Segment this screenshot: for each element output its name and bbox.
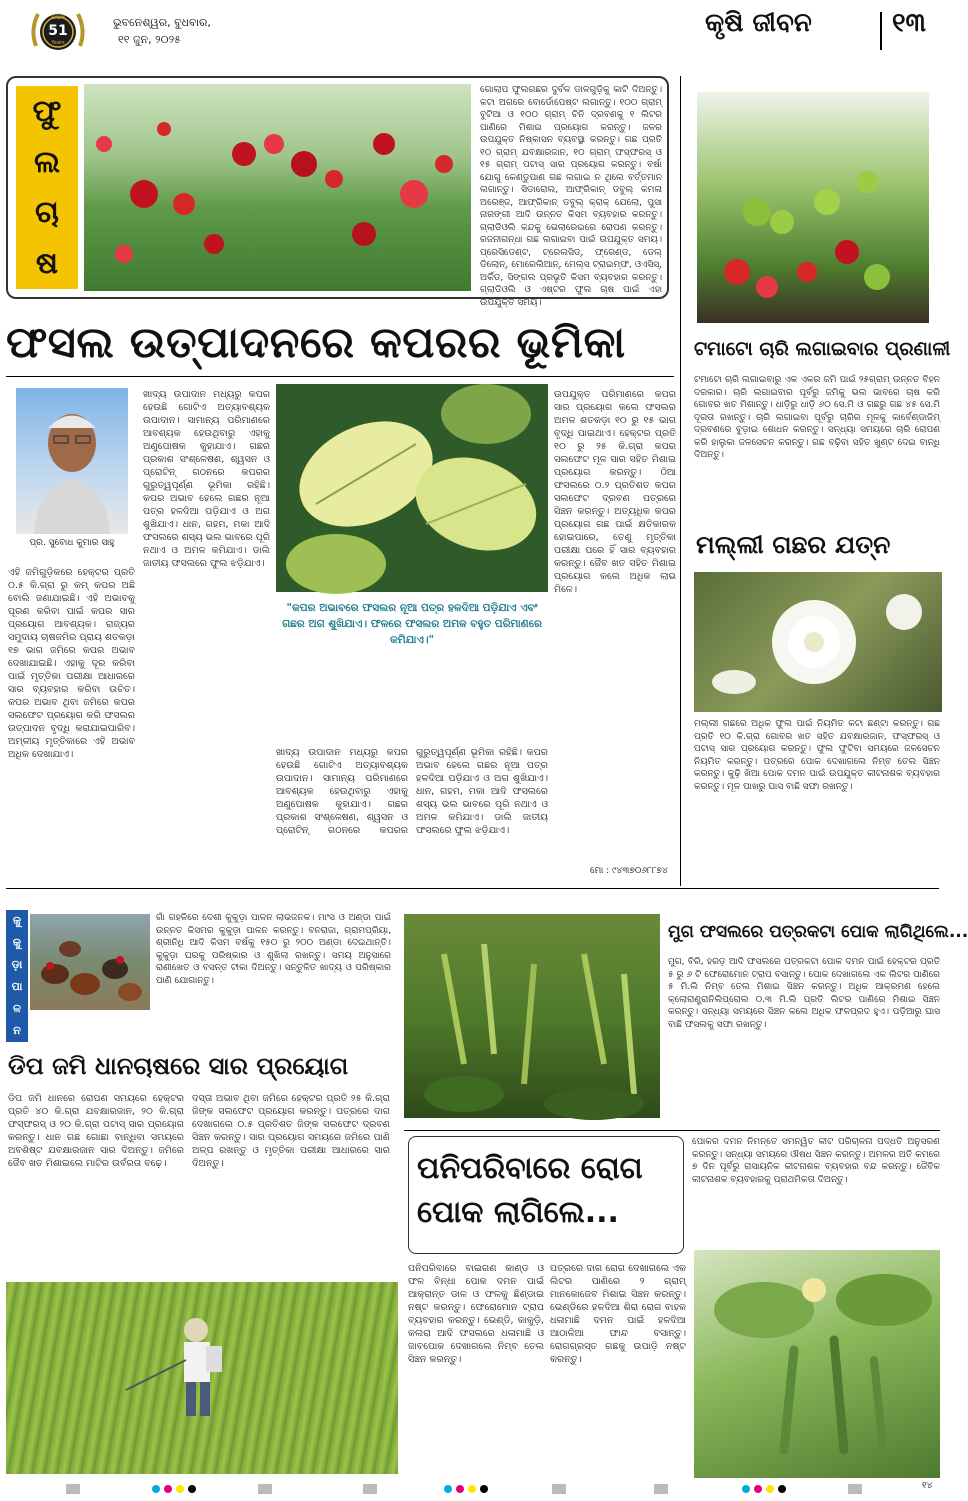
tomato-headline: ଟମାଟୋ ଚାରି ଲଗାଇବାର ପ୍ରଣାଳୀ [694, 338, 951, 360]
label-char: କୁ [12, 936, 22, 949]
main-article-col4: ଉପଯୁକ୍ତ ପରିମାଣରେ କପର ସାର ପ୍ରୟୋଗ କଲେ ଫସଲର ଅମଳ ଶତକଡ଼ା ୧୦ ରୁ ୧୫ ଭାଗ ବୃଦ୍ଧି ପାଇଥାଏ। ହେକ୍ଟର ପ୍ରତି ୧୦ ରୁ ୨୫ କି.ଗ୍ରା କପର ସଲଫେଟ ମୂଳ ସାର ସହିତ ମିଶାଇ ପ୍ରୟୋଗ କରନ୍ତୁ। ଠିଆ ଫସଲରେ ୦.୨ ପ୍ରତିଶତ କପର ସଲଫେଟ ଦ୍ରବଣ ପତ୍ରରେ ସିଞ୍ଚନ କରନ୍ତୁ। ଅତ୍ୟଧିକ କପର ପ୍ରୟୋଗ ଗଛ ପାଇଁ କ୍ଷତିକାରକ ହୋଇପାରେ, ତେଣୁ ମୃତ୍ତିକା ପରୀକ୍ଷା ପରେ ହିଁ ସାର ବ୍ୟବହାର କରନ୍ତୁ। ଜୈବ ଖତ ସହିତ ମିଶାଇ ପ୍ରୟୋଗ କଲେ ଅଧିକ ଲାଭ ମିଳେ। [554, 389, 676, 595]
okra-photo [694, 1250, 940, 1478]
anniversary-logo [28, 6, 88, 58]
paddy-headline: ଡିପ ଜମି ଧାନଚାଷରେ ସାର ପ୍ରୟୋଗ [8, 1052, 349, 1080]
jasmine-text: ମଲ୍ଲୀ ଗଛରେ ଅଧିକ ଫୁଲ ପାଇଁ ନିୟମିତ କଟା ଛଣ୍ଟା କରନ୍ତୁ। ଗଛ ପ୍ରତି ୧୦ କି.ଗ୍ରା ଗୋବର ଖତ ସହିତ ଯବକ୍ଷାରଜାନ, ଫସ୍ଫରସ୍ ଓ ପଟାସ୍ ସାର ପ୍ରୟୋଗ କରନ୍ତୁ। ଫୁଲ ଫୁଟିବା ସମୟରେ ଜଳସେଚନ ନିୟମିତ କରନ୍ତୁ। ପତ୍ରରେ ପୋକ ଦେଖାଗଲେ ନିମ୍ବ ତେଲ ସିଞ୍ଚନ କରନ୍ତୁ। କୁଢ଼ି ଖିଆ ପୋକ ଦମନ ପାଇଁ ଉପଯୁକ୍ତ କୀଟନାଶକ ବ୍ୟବହାର କରନ୍ତୁ। ମୂଳ ପାଖରୁ ଘାସ ବାଛି ସଫା ରଖନ୍ତୁ। [694, 719, 940, 792]
logo-sub: Years [51, 40, 65, 46]
section-title: କୃଷି ଜୀବନ [705, 8, 812, 38]
poultry-text: ଗାଁ ଗହଳିରେ ଦେଶୀ କୁକୁଡ଼ା ପାଳନ ଲାଭଜନକ। ମାଂସ ଓ ଅଣ୍ଡା ପାଇଁ ଉନ୍ନତ କିସମର କୁକୁଡ଼ା ପାଳନ କରନ୍ତୁ। ବନରାଜା, ଗ୍ରାମପ୍ରିୟା, ଶ୍ରୀନିଧି ଆଦି କିସମ ବର୍ଷକୁ ୧୫୦ ରୁ ୨୦୦ ଅଣ୍ଡା ଦେଇଥାନ୍ତି। କୁକୁଡ଼ା ଘରକୁ ପରିଷ୍କାର ଓ ଶୁଖିଲା ରଖନ୍ତୁ। ସମୟ ଅନୁସାରେ ରାଣୀଖେତ ଓ ବସନ୍ତ ଟୀକା ଦିଅନ୍ତୁ। ସନ୍ତୁଳିତ ଖାଦ୍ୟ ଓ ପରିଷ୍କାର ପାଣି ଯୋଗାନ୍ତୁ। [156, 913, 391, 986]
tomato-text: ଟମାଟୋ ଚାରି ଲଗାଇବାରୁ ଏକ ଏକର ଜମି ପାଇଁ ୨୫ଗ୍ରାମ୍ ଉନ୍ନତ ବିହନ ଦରକାର। ଚାରି ଲଗାଇବାର ପୂର୍ବରୁ ଜମିକୁ ଭଲ ଭାବରେ ଚାଷ କରି ଗୋବର ଖତ ମିଶାନ୍ତୁ। ଧାଡ଼ିରୁ ଧାଡ଼ି ୬୦ ସେ.ମି ଓ ଗଛରୁ ଗଛ ୪୫ ସେ.ମି ଦୂରତା ରଖନ୍ତୁ। ଚାରି ଲଗାଇବା ପୂର୍ବରୁ ଚାରିର ମୂଳକୁ କାର୍ବେଣ୍ଡାଜିମ୍ ଦ୍ରବଣରେ ବୁଡ଼ାଇ ଶୋଧନ କରନ୍ତୁ। ସନ୍ଧ୍ୟା ସମୟରେ ଚାରି ରୋପଣ କରି ହାଲୁକା ଜଳସେଚନ କରନ୍ତୁ। ଗଛ ବଢ଼ିବା ସହିତ ଖୁଣ୍ଟ ଦେଇ ବାନ୍ଧି ଦିଅନ୍ତୁ। [694, 375, 940, 460]
main-headline: ଫସଲ ଉତ୍ପାଦନରେ କପରର ଭୂମିକା [6, 318, 626, 368]
author-caption: ପ୍ର. ସୁବୋଧ କୁମାର ସାହୁ [29, 538, 115, 548]
rose-garden-photo [84, 84, 471, 291]
label-char: ନ [13, 1024, 21, 1037]
vegetables-headline: ପନିପରିବାରେ ରୋଗ ପୋକ ଲାଗିଲେ... [417, 1151, 643, 1230]
rose-illustration [84, 84, 471, 291]
mung-text: ମୁଗ, ବିରି, ହରଡ଼ ଆଦି ଫସଲରେ ପତ୍ରକଟା ପୋକ ଦମନ ପାଇଁ ହେକ୍ଟର ପ୍ରତି ୫ ରୁ ୬ ଟି ଫେରୋମୋନ ଟ୍ରାପ ବସାନ୍ତୁ। ପୋକ ଦେଖାଗଲେ ଏକ ଲିଟର ପାଣିରେ ୫ ମି.ଲି ନିମ୍ବ ତେଲ ମିଶାଇ ସିଞ୍ଚନ କରନ୍ତୁ। ଅଧିକ ଆକ୍ରମଣ ହେଲେ କ୍ଲୋରାଣ୍ଟ୍ରାନିଲିପ୍ରୋଲ ୦.୩ ମି.ଲି ପ୍ରତି ଲିଟର ପାଣିରେ ମିଶାଇ ସିଞ୍ଚନ କରନ୍ତୁ। ସନ୍ଧ୍ୟା ସମୟରେ ସିଞ୍ଚନ କଲେ ଅଧିକ ଫଳପ୍ରଦ ହୁଏ। ପଡ଼ିଆରୁ ଘାସ ବାଛି ଫସଲକୁ ସଫା ରଖନ୍ତୁ। [668, 957, 940, 1030]
jasmine-photo [694, 572, 942, 712]
label-char: ଚା [35, 195, 59, 231]
logo-number: 51 [48, 23, 68, 39]
color-registration-icons [0, 1480, 945, 1497]
section-divider [880, 12, 882, 50]
label-char: ଳ [13, 1002, 21, 1015]
mung-bean-photo [404, 914, 660, 1118]
floriculture-vertical-label [16, 86, 78, 289]
right-column-divider [680, 76, 681, 886]
poultry-vertical-label [6, 910, 28, 1042]
jasmine-illustration [694, 572, 942, 712]
main-article-col3-lower: ଖାଦ୍ୟ ଉପାଦାନ ମଧ୍ୟରୁ କପର ହେଉଛି ଗୋଟିଏ ଅତ୍ୟାବଶ୍ୟକ ଉପାଦାନ। ସାମାନ୍ୟ ପରିମାଣରେ ଆବଶ୍ୟକ ହେଉଥିବାରୁ ଏହାକୁ ଅଣୁପୋଷକ କୁହାଯାଏ। ଗଛର ପ୍ରକାଶ ସଂଶ୍ଳେଷଣ, ଶ୍ୱସନ ଓ ପ୍ରୋଟିନ୍ ଗଠନରେ କପରର ଗୁରୁତ୍ୱପୂର୍ଣ୍ଣ ଭୂମିକା ରହିଛି। କପର ଅଭାବ ହେଲେ ଗଛର ନୂଆ ପତ୍ର ହଳଦିଆ ପଡ଼ିଯାଏ ଓ ଅଗ ଶୁଖିଯାଏ। ଧାନ, ଗହମ, ମକା ଆଦି ଫସଲରେ ଶସ୍ୟ ଭଲ ଭାବରେ ପୂରି ନଥାଏ ଓ ଅମଳ କମିଯାଏ। ଡାଲି ଜାତୀୟ ଫସଲରେ ଫୁଲ ଝଡ଼ିଯାଏ। [276, 747, 548, 836]
masthead [0, 0, 945, 62]
label-char: ଫୁ [32, 93, 62, 129]
contact-number: ମୋ : ୯୪୩୭୦୬୮୮୭୪ [590, 866, 668, 876]
main-article-col1: ଏହି ଜମିଗୁଡ଼ିକରେ ହେକ୍ଟର ପ୍ରତି ୦.୫ କି.ଗ୍ରା ରୁ କମ୍ କପର ଅଛି ବୋଲି ଜଣାଯାଇଛି। ଏହି ଅଭାବକୁ ପୂରଣ କରିବା ପାଇଁ କପର ସାର ପ୍ରୟୋଗ ଆବଶ୍ୟକ। ରାଜ୍ୟର ସମୁଦାୟ ଚାଷଜମିର ପ୍ରାୟ ଶତକଡ଼ା ୧୭ ଭାଗ ଜମିରେ କପର ଅଭାବ ଦେଖାଯାଇଛି। ଏହାକୁ ଦୂର କରିବା ପାଇଁ ମୃତ୍ତିକା ପରୀକ୍ଷା ଆଧାରରେ ସାର ବ୍ୟବହାର କରିବା ଉଚିତ। କପର ଅଭାବ ଥିବା ଜମିରେ କପର ସଲଫେଟ ପ୍ରୟୋଗ କରି ଫସଲର ଉତ୍ପାଦନ ବୃଦ୍ଧି କରାଯାଇପାରିବ। ଅମ୍ଳୀୟ ମୃତ୍ତିକାରେ ଏହି ଅଭାବ ଅଧିକ ଦେଖାଯାଏ। [8, 567, 135, 760]
label-char: ପା [11, 980, 23, 993]
vegetables-col1: ପନିପରିବାରେ ବାଇଗଣ କାଣ୍ଡ ଓ ଫଳ ବିନ୍ଧା ପୋକ ଦମନ ପାଇଁ ଆକ୍ରାନ୍ତ ଡାଳ ଓ ଫଳକୁ ଛିଣ୍ଡାଇ ନଷ୍ଟ କରନ୍ତୁ। ଫେରୋମୋନ ଟ୍ରାପ ବ୍ୟବହାର କରନ୍ତୁ। ଭେଣ୍ଡି, କାକୁଡ଼ି, କଲରା ଆଦି ଫସଲରେ ଧଳାମାଛି ଓ ଜାବପୋକ ଦେଖାଗଲେ ନିମ୍ବ ତେଲ ସିଞ୍ଚନ କରନ୍ତୁ। [408, 1263, 544, 1365]
vegetable-box-rule [404, 1130, 940, 1131]
poultry-photo [30, 914, 150, 1010]
page-number: ୧୩ [892, 8, 926, 38]
main-article-col2: ଖାଦ୍ୟ ଉପାଦାନ ମଧ୍ୟରୁ କପର ହେଉଛି ଗୋଟିଏ ଅତ୍ୟାବଶ୍ୟକ ଉପାଦାନ। ସାମାନ୍ୟ ପରିମାଣରେ ଆବଶ୍ୟକ ହେଉଥିବାରୁ ଏହାକୁ ଅଣୁପୋଷକ କୁହାଯାଏ। ଗଛର ପ୍ରକାଶ ସଂଶ୍ଳେଷଣ, ଶ୍ୱସନ ଓ ପ୍ରୋଟିନ୍ ଗଠନରେ କପରର ଗୁରୁତ୍ୱପୂର୍ଣ୍ଣ ଭୂମିକା ରହିଛି। କପର ଅଭାବ ହେଲେ ଗଛର ନୂଆ ପତ୍ର ହଳଦିଆ ପଡ଼ିଯାଏ ଓ ଅଗ ଶୁଖିଯାଏ। ଧାନ, ଗହମ, ମକା ଆଦି ଫସଲରେ ଶସ୍ୟ ଭଲ ଭାବରେ ପୂରି ନଥାଏ ଓ ଅମଳ କମିଯାଏ। ଡାଲି ଜାତୀୟ ଫସଲରେ ଫୁଲ ଝଡ଼ିଯାଏ। [143, 389, 270, 569]
registration-marks [0, 1480, 945, 1497]
headline-underline [6, 376, 674, 377]
paddy-col2: ଦସ୍ତା ଅଭାବ ଥିବା ଜମିରେ ହେକ୍ଟର ପ୍ରତି ୨୫ କି.ଗ୍ରା ଜିଙ୍କ ସଲଫେଟ ପ୍ରୟୋଗ କରନ୍ତୁ। ପତ୍ରରେ ଦାଗ ଦେଖାଗଲେ ୦.୫ ପ୍ରତିଶତ ଜିଙ୍କ ସଲଫେଟ ଦ୍ରବଣ ସିଞ୍ଚନ କରନ୍ତୁ। ସାର ପ୍ରୟୋଗ ସମୟରେ ଜମିରେ ପାଣି ଅଳ୍ପ ରଖନ୍ତୁ ଓ ମୃତ୍ତିକା ପରୀକ୍ଷା ଆଧାରରେ ସାର ଦିଅନ୍ତୁ। [192, 1093, 390, 1169]
label-char: ଡ଼ା [11, 958, 23, 971]
pull-quote: "କପର ଅଭାବରେ ଫସଲର ନୂଆ ପତ୍ର ହଳଦିଆ ପଡ଼ିଯାଏ ଏବଂ ଗଛର ଅଗ ଶୁଖିଯାଏ। ଫଳରେ ଫସଲର ଅମଳ ବହୁତ ପରିମାଣରେ କମିଯାଏ।" [282, 602, 542, 646]
label-char: ଲ [33, 144, 61, 180]
logo-word: ଅଭିଜ୍ଞ [50, 13, 66, 21]
vegetables-col2: ପତ୍ରରେ ଦାଗ ରୋଗ ଦେଖାଗଲେ ଏକ ଲିଟର ପାଣିରେ ୨ ଗ୍ରାମ୍ ମାନକୋଜେବ ମିଶାଇ ସିଞ୍ଚନ କରନ୍ତୁ। ଭେଣ୍ଡିରେ ହଳଦିଆ ଶିରା ରୋଗ ବାହକ ଧଳାମାଛି ଦମନ ପାଇଁ ହଳଦିଆ ଆଠାଳିଆ ଫାନ୍ଦ ବସାନ୍ତୁ। ରୋଗଗ୍ରସ୍ତ ଗଛକୁ ଉପାଡ଼ି ନଷ୍ଟ କରନ୍ତୁ। [550, 1263, 686, 1365]
tomato-illustration [697, 92, 929, 323]
author-photo [16, 388, 128, 534]
paddy-field-photo [6, 1282, 398, 1474]
okra-illustration [694, 1250, 940, 1478]
floriculture-box [6, 76, 669, 308]
leaf-photo [276, 384, 548, 592]
page-marker: ୧୪ [922, 1481, 933, 1491]
leaf-illustration [276, 384, 548, 592]
vegetables-headline-box [408, 1136, 684, 1254]
jasmine-headline: ମଲ୍ଲୀ ଗଛର ଯତ୍ନ [696, 530, 891, 559]
paddy-col1: ଡିପ ଜମି ଧାନରେ ରୋପଣ ସମୟରେ ହେକ୍ଟର ପ୍ରତି ୪୦ କି.ଗ୍ରା ଯବକ୍ଷାରଜାନ, ୨୦ କି.ଗ୍ରା ଫସ୍ଫରସ୍ ଓ ୨୦ କି.ଗ୍ରା ପଟାସ୍ ସାର ପ୍ରୟୋଗ କରନ୍ତୁ। ଧାନ ଗଛ ଗୋଛା ବାନ୍ଧିବା ସମୟରେ ଅବଶିଷ୍ଟ ଯବକ୍ଷାରଜାନ ସାର ଦିଅନ୍ତୁ। ଜମିରେ ଜୈବ ଖତ ମିଶାଇଲେ ମାଟିର ଉର୍ବରତା ବଢ଼େ। [8, 1093, 184, 1169]
mung-headline: ମୁଗ ଫସଲରେ ପତ୍ରକଟା ପୋକ ଲାଗିଥିଲେ... [668, 922, 968, 942]
mung-pods-illustration [404, 914, 660, 1118]
label-char: କୁ [12, 914, 22, 927]
label-char: ଷ [35, 246, 59, 282]
tomato-plant-photo [697, 92, 929, 323]
dateline-date: ୧୧ ଜୁନ, ୨୦୨୫ [118, 33, 181, 46]
floriculture-text: ଗୋଲାପ ଫୁଲଗଛର ଦୁର୍ବଳ ଡାଳଗୁଡ଼ିକୁ କାଟି ଦିଅନ୍ତୁ। କଟା ଅଗରେ ବୋର୍ଡୋପେଷ୍ଟ ଲଗାନ୍ତୁ। ୧୦୦ ଗ୍ରାମ୍ ବୁଟିଆ ଓ ୧୦୦ ଗ୍ରାମ୍ ଚିନି ଦ୍ରବଣକୁ ୧ ଲିଟର ପାଣିରେ ମିଶାଇ ପ୍ରୟୋଗ କରନ୍ତୁ। ଜଳର ଉପଯୁକ୍ତ ନିଷ୍କାସନ ବ୍ୟବସ୍ଥା କରନ୍ତୁ। ଗଛ ପ୍ରତି ୧୦ ଗ୍ରାମ୍ ଯବକ୍ଷାରଜାନ, ୧୦ ଗ୍ରାମ୍ ଫସ୍ଫରସ୍ ଓ ୧୫ ଗ୍ରାମ୍ ପଟାସ୍ ସାର ପ୍ରୟୋଗ କରନ୍ତୁ। ବର୍ଷା ଯୋଗୁ କେଣ୍ଡୁପାଣ ଗଛ ଲଗାଇ ନ ଥିଲେ ବର୍ତ୍ତମାନ ଲଗାନ୍ତୁ। ସିଡାରୋଲ, ଆଫ୍ରିକାନ୍ ଡବୁଲ୍ କମଳା ଅରେଞ୍ଜ, ଆଫ୍ରିକାନ୍ ଡବୁଲ୍ କ୍ରାକ୍ ଯେଲୋ, ପୁସା ନାରଙ୍ଗୀ ଆଦି ଉନ୍ନତ କିସମ ବ୍ୟବହାର କରନ୍ତୁ। ଗ୍ଲାଡିଓଲି କନ୍ଦକୁ ଭେଲାରେଇରେ ରୋପଣ କରନ୍ତୁ। ରଜନୀଗନ୍ଧା ଗଛ ଲଗାଇବା ପାଇଁ ଉପଯୁକ୍ତ ସମୟ। ପ୍ରେସିଡେଣ୍ଟ, ଟ୍ରେଲସିଡ୍, ଫ୍ରେଣ୍ଡ, ଡେଲ୍ ଡିଲୋନ୍, ମୋରେଲିଆନ୍, ମେଲ୍ସ ଟ୍ରାଇମ୍ଫ, ଓଏସିସ୍, ଅର୍କିଡ, ସିଙ୍ଗଲ ପ୍ରଭୃତି କିସମ ବ୍ୟବହାର କରନ୍ତୁ। ଗ୍ଲାଡିଓଲି ଓ ଏଷ୍ଟର ଫୁଲ ଚାଷ ପାଇଁ ଏହା ଉପଯୁକ୍ତ ସମୟ। [480, 85, 662, 308]
section-rule [6, 888, 939, 889]
vegetables-col3: ପୋକର ଦମନ ନିମନ୍ତେ ସମନ୍ୱିତ କୀଟ ପରିଚାଳନା ପଦ୍ଧତି ଅନୁସରଣ କରନ୍ତୁ। ସନ୍ଧ୍ୟା ସମୟରେ ଔଷଧ ସିଞ୍ଚନ କରନ୍ତୁ। ଅମଳର ଅତି କମରେ ୭ ଦିନ ପୂର୍ବରୁ ରାସାୟନିକ କୀଟନାଶକ ବ୍ୟବହାର ବନ୍ଦ କରନ୍ତୁ। ଜୈବିକ କୀଟନାଶକ ବ୍ୟବହାରକୁ ପ୍ରାଥମିକତା ଦିଅନ୍ତୁ। [692, 1137, 940, 1185]
author-portrait [16, 388, 128, 534]
chicken-illustration [30, 914, 150, 1010]
farmer-spraying-illustration [6, 1282, 398, 1474]
dateline-place: ଭୁବନେଶ୍ୱର, ବୁଧବାର, [113, 16, 211, 29]
